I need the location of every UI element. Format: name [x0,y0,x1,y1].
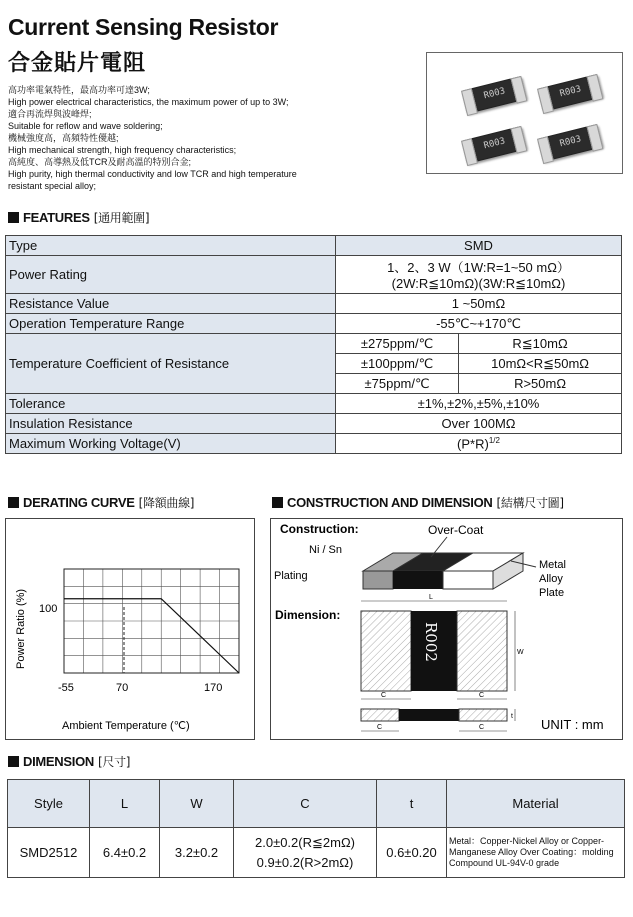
x-tick-label: 70 [116,682,129,694]
tolerance-value: ±1%,±2%,±5%,±10% [336,394,622,414]
dimension-table [7,779,625,878]
y-tick-label: 100 [39,603,58,615]
table-row [8,828,625,878]
overcoat-front [393,571,443,589]
temp-range-value: -55℃~+170℃ [336,314,622,334]
product-photo [426,52,623,174]
power-value: 1、2、3 W（1W:R=1~50 mΩ） (2W:R≦10mΩ)(3W:R≦10mΩ) [336,256,622,294]
dimension-heading: DIMENSION [尺寸] [8,753,130,770]
square-bullet-icon [272,497,283,508]
overcoat-label: Over-Coat [428,523,484,537]
cell-t: 0.6±0.20 [377,828,447,878]
square-bullet-icon [8,497,19,508]
desc-line: 機械強度高，高頻特性優越; [8,133,119,143]
side-body [399,709,459,721]
construction-heading: CONSTRUCTION AND DIMENSION [結構尺寸圖] [272,494,564,511]
marking-text: R002 [422,622,440,662]
desc-line: Suitable for reflow and wave soldering; [8,121,163,131]
resistance-value: 1 ~50mΩ [336,294,622,314]
tcr-label: Temperature Coefficient of Resistance [6,334,336,394]
desc-line: 高純度、高導熱及低TCR及耐高溫的特別合金; [8,157,191,167]
plating-front [363,571,393,589]
derating-chart-svg [6,519,256,741]
column-header: Style [8,780,90,828]
column-header: Material [447,780,625,828]
product-description [8,84,368,192]
temp-range-label: Operation Temperature Range [6,314,336,334]
tolerance-label: Tolerance [6,394,336,414]
type-label: Type [6,236,336,256]
resistor-chip-image: R003 [461,76,527,114]
resistance-label: Resistance Value [6,294,336,314]
column-header: C [234,780,377,828]
derating-line [64,599,239,673]
x-tick-label: 170 [204,682,223,694]
desc-line: 高功率電氣特性，最高功率可達3W; [8,85,150,95]
power-label: Power Rating [6,256,336,294]
cell-material: Metal：Copper-Nickel Alloy or Copper-Manganese Alloy Over Coating：molding Compound UL-94V-0 grade [447,828,625,878]
plating-label: Plating [274,570,308,582]
chart-grid [64,569,239,673]
dim-t-label: t [511,713,513,720]
dim-C-label: C [479,692,485,699]
y-axis-label: Power Ratio (%) [15,588,27,669]
page-subtitle: 合金貼片電阻 [8,51,147,76]
alloy-label: Alloy [539,573,563,585]
resistor-chip-image: R003 [537,124,603,162]
tcr-range: R≦10mΩ [459,334,622,354]
features-table [5,235,622,454]
square-bullet-icon [8,212,19,223]
column-header: L [90,780,160,828]
tcr-ppm: ±75ppm/℃ [336,374,459,394]
insulation-value: Over 100MΩ [336,414,622,434]
terminal-left [361,611,411,691]
side-terminal-right [459,709,507,721]
tcr-range: R>50mΩ [459,374,622,394]
dim-C-label: C [479,724,485,731]
desc-line: High purity, high thermal conductivity and low TCR and high temperature [8,169,297,179]
terminal-right [457,611,507,691]
desc-line: 適合再流焊與波峰焊; [8,109,92,119]
dimension-label: Dimension: [275,608,341,622]
unit-label: UNIT : mm [541,717,604,732]
construction-label: Construction: [280,522,359,536]
tcr-ppm: ±100ppm/℃ [336,354,459,374]
desc-line: High power electrical characteristics, the maximum power of up to 3W; [8,97,289,107]
side-terminal-left [361,709,399,721]
column-header: t [377,780,447,828]
column-header: W [160,780,234,828]
cell-style: SMD2512 [8,828,90,878]
square-bullet-icon [8,756,19,767]
type-value: SMD [336,236,622,256]
cell-L: 6.4±0.2 [90,828,160,878]
metal-label: Metal [539,559,566,571]
cell-W: 3.2±0.2 [160,828,234,878]
dim-C-label: C [381,692,387,699]
plate-label: Plate [539,587,565,599]
derating-chart [5,518,255,740]
desc-line: resistant special alloy; [8,181,97,191]
x-tick-label: -55 [58,682,74,694]
features-heading: FEATURES [通用範圍] [8,209,149,226]
voltage-value: $(P*R)^{1/2}$ [336,434,622,454]
cell-C: 2.0±0.2(R≦2mΩ) 0.9±0.2(R>2mΩ) [234,828,377,878]
derating-heading: DERATING CURVE [降額曲線] [8,494,194,511]
dim-W-label: W [517,649,524,656]
construction-svg [271,519,624,741]
dim-C-label: C [377,724,383,731]
tcr-range: 10mΩ<R≦50mΩ [459,354,622,374]
construction-diagram [270,518,623,740]
tcr-ppm: ±275ppm/℃ [336,334,459,354]
insulation-label: Insulation Resistance [6,414,336,434]
desc-line: High mechanical strength, high frequency characteristics; [8,145,237,155]
metal-front [443,571,493,589]
resistor-chip-image: R003 [537,74,603,112]
nisn-label: Ni / Sn [309,544,343,556]
voltage-label: Maximum Working Voltage(V) [6,434,336,454]
dim-L-label: L [429,594,433,601]
x-axis-label: Ambient Temperature (℃) [62,720,190,732]
page-title: Current Sensing Resistor [8,14,279,40]
resistor-chip-image: R003 [461,126,527,164]
